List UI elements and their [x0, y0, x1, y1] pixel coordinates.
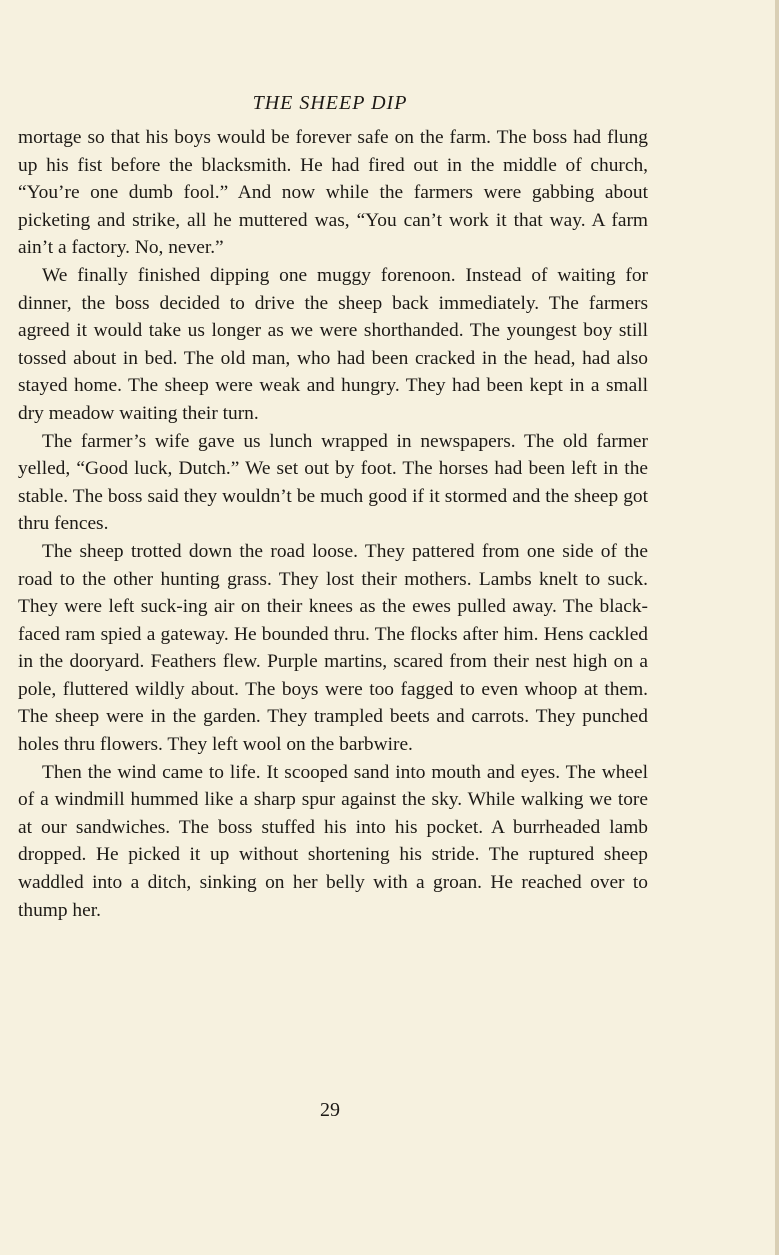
page-number: 29 [320, 1099, 340, 1121]
paragraph: mortage so that his boys would be forever safe on the farm. The boss had flung up his fist before the blacksmith. He had fired out in the middle of church, “You’re one dumb fool.” And now while the farmers were gabbing about picketing and strike, all he muttered was, “You can’t work it that way. A farm ain’t a factory. No, never.” [18, 127, 648, 259]
body-text [18, 124, 648, 924]
paragraph: The farmer’s wife gave us lunch wrapped in newspapers. The old farmer yelled, “Good luck, Dutch.” We set out by foot. The horses had been left in the stable. The boss said they wouldn’t be much good if it stormed and the sheep got thru fences. [18, 430, 648, 535]
running-head: THE SHEEP DIP [252, 92, 408, 114]
paragraph: The sheep trotted down the road loose. They pattered from one side of the road to the other hunting grass. They lost their mothers. Lambs knelt to suck. They were left suck-ing air on their knees as the ewes pulled away. The black-faced ram spied a gateway. He bounded thru. The flocks after him. Hens cackled in the dooryard. Feathers flew. Purple martins, scared from their nest high on a pole, fluttered wildly about. The boys were too fagged to even whoop at them. The sheep were in the garden. They trampled beets and carrots. They punched holes thru flowers. They left wool on the barbwire. [18, 540, 648, 756]
page-edge [775, 0, 779, 1255]
paragraph: Then the wind came to life. It scooped sand into mouth and eyes. The wheel of a windmill hummed like a sharp spur against the sky. While walking we tore at our sandwiches. The boss stuffed his into his pocket. A burrheaded lamb dropped. He picked it up without shortening his stride. The ruptured sheep waddled into a ditch, sinking on her belly with a groan. He reached over to thump her. [18, 761, 648, 921]
paragraph: We finally finished dipping one muggy forenoon. Instead of waiting for dinner, the boss decided to drive the sheep back immediately. The farmers agreed it would take us longer as we were shorthanded. The youngest boy still tossed about in bed. The old man, who had been cracked in the head, had also stayed home. The sheep were weak and hungry. They had been kept in a small dry meadow waiting their turn. [18, 264, 648, 424]
